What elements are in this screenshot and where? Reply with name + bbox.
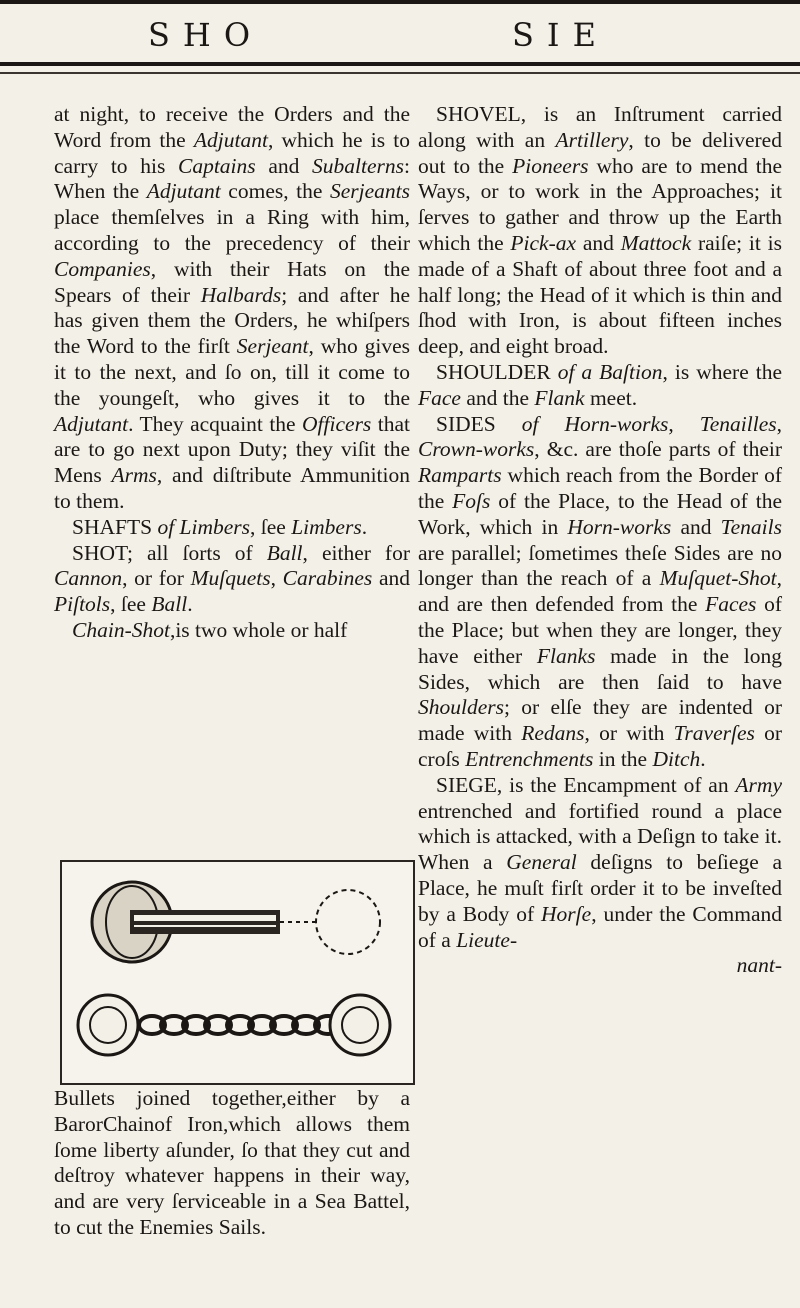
italic-run: Adjutant [54,411,129,436]
text-run: and [671,514,721,539]
text-run: and [372,566,411,591]
text-run: , is where the [662,359,783,384]
text-run: , ſee [110,592,152,617]
text-run: , and diſtribute Ammunition to them. [54,463,410,513]
italic-run: Tenails [720,514,782,539]
text-run: of the Place, to the Head of the Work, which in [418,488,782,539]
italic-run: Pioneers [512,153,589,178]
right-column [418,102,782,979]
italic-run: Entrenchments [465,746,594,771]
chain-shot-illustration-icon [60,860,415,1085]
running-header [0,0,800,66]
italic-run: Pick-ax [510,230,577,255]
text-run: place themſelves in a Ring with him, according to the precedency of their [54,205,410,255]
text-run: or croſs [418,721,782,771]
italic-run: Ramparts [418,463,502,488]
italic-run: Flanks [536,643,596,668]
right-paragraph-siege [418,773,782,954]
text-run: , either for [302,540,411,565]
italic-run: Ditch [652,746,701,771]
text-run: entrenched and fortified round a place which is attacked, with a Deſign to take it. When a [418,798,782,875]
text-run: , ſee [250,514,292,539]
text-run: in the [593,746,653,771]
text-run: are parallel; ſometimes theſe Sides are no longer than the reach of a [418,540,782,591]
text-run: who are to mend the Ways, or to work in the Approaches; it ſerves to gather and throw up the Earth which the [418,153,783,255]
text-run: comes, the [220,179,330,204]
text-run: at night, to receive the Orders and the Word from the [54,102,410,152]
text-run: . They acquaint the [128,411,303,436]
text-run: , or with [584,721,674,746]
italic-run: Horſe [541,901,592,926]
italic-run: of Horn-works [521,411,669,436]
italic-run: Horn-works [567,514,672,539]
text-run: . [187,592,193,617]
text-run: Bullets joined together,either by a BarorChainof Iron,which allows them ſome liberty aſunder, ſo that they cut and deſtroy whatever happens in their way, and are very ſerviceable in a Sea Battel, to cut the Enemies Sails. [54,1086,410,1239]
text-run: , [776,411,782,436]
text-run: SHOVEL, is an Inſtrument carried along with an [418,102,782,152]
italic-run: Piſtols [54,592,111,617]
left-paragraph-1 [54,102,410,515]
italic-run: Muſquets [190,566,271,591]
italic-run: Shoulders [418,695,504,720]
header-left-word: SHO [148,16,264,54]
left-column-continued [54,1086,410,1241]
left-column [54,102,410,644]
italic-run: Army [735,772,782,797]
italic-run: Ball [266,540,303,565]
italic-run: Cannon [54,566,123,591]
text-run: of the Place; but when they are longer, they have either [418,592,782,668]
italic-run: Mattock [620,230,692,255]
italic-run: Faces [705,592,757,617]
text-run: SIDES [436,411,522,436]
text-run: , to be delivered out to the [418,127,782,178]
text-run: and [576,230,621,255]
text-run: , who gives it to the next, and ſo on, till it come to the youngeſt, who gives it to the [54,334,410,410]
italic-run: Redans [521,721,585,746]
italic-run: of Limbers [157,514,251,539]
italic-run: Tenailles [699,411,777,436]
text-run: and [255,153,313,178]
italic-run: Officers [302,411,372,436]
catchword: nant- [736,953,782,978]
italic-run: Flank [534,385,585,410]
left-paragraph-chain-shot [54,618,410,644]
text-run: SHOULDER [436,359,558,384]
italic-run: Artillery [555,127,629,152]
italic-run: Halbards [200,282,282,307]
left-paragraph-shafts [54,515,410,541]
left-paragraph-shot [54,541,410,618]
text-run: , [668,411,700,436]
italic-run: Crown-works [418,437,535,462]
header-right-word: SIE [512,16,609,54]
header-top-rule [0,0,800,4]
text-run: , which he is to carry to his [54,127,410,178]
italic-run: Face [418,385,461,410]
italic-run: Muſquet-Shot [659,566,777,591]
italic-run: Subalterns [312,153,405,178]
text-run: ; and after he has given them the Orders, he whiſpers the Word to the firſt [54,282,410,359]
italic-run: Adjutant [146,179,221,204]
text-run: : When the [54,153,410,204]
italic-run: Carabines [282,566,373,591]
text-run: and the [460,385,535,410]
italic-run: Lieute- [456,927,518,952]
header-rule [0,72,800,74]
right-paragraph-shoulder [418,360,782,412]
italic-run: General [506,850,577,875]
text-run: made in the long Sides, which are then ſaid to have [418,643,782,694]
text-run: ; or elſe they are indented or made with [418,695,782,746]
text-run: , [270,566,283,591]
italic-run: Foſs [452,488,491,513]
text-run: ,is two whole or half [169,617,348,642]
right-paragraph-sides [418,412,782,773]
text-run: that are to go next upon Duty; they viſit the Mens [54,411,410,488]
text-run: SIEGE, is the Encampment of an [436,772,736,797]
italic-run: Companies [54,256,151,281]
italic-run: of a Baſtion [557,359,663,384]
text-run: meet. [584,385,638,410]
text-run: , under the Command of a [418,901,782,952]
italic-run: Captains [177,153,256,178]
italic-run: Serjeant [236,334,309,359]
italic-run: Arms [111,463,157,488]
text-run: deſigns to beſiege a Place, he muſt firſt order it to be inveſted by a Body of [418,850,782,926]
italic-run: Serjeants [329,179,410,204]
italic-run: Traverſes [673,721,755,746]
right-paragraph-shovel [418,102,782,360]
text-run: , &c. are thoſe parts of their [534,437,782,462]
italic-run: Limbers [291,514,362,539]
italic-run: Chain-Shot [72,617,170,642]
italic-run: Adjutant [193,127,268,152]
text-run: . [700,746,706,771]
text-run: SHAFTS [72,514,158,539]
text-run: , with their Hats on the Spears of their [54,256,410,307]
text-run: . [361,514,368,539]
text-run: SHOT; all ſorts of [72,540,267,565]
italic-run: Ball [151,592,188,617]
left-paragraph-bullets [54,1086,410,1241]
text-run: which reach from the Border of the [418,463,782,513]
text-run: , or for [122,566,191,591]
text-run: , and are then defended from the [418,566,782,617]
text-run: raiſe; it is made of a Shaft of about three foot and a half long; the Head of it which is thin and ſhod with Iron, is about fifteen inches deep, and eight broad. [418,230,782,359]
